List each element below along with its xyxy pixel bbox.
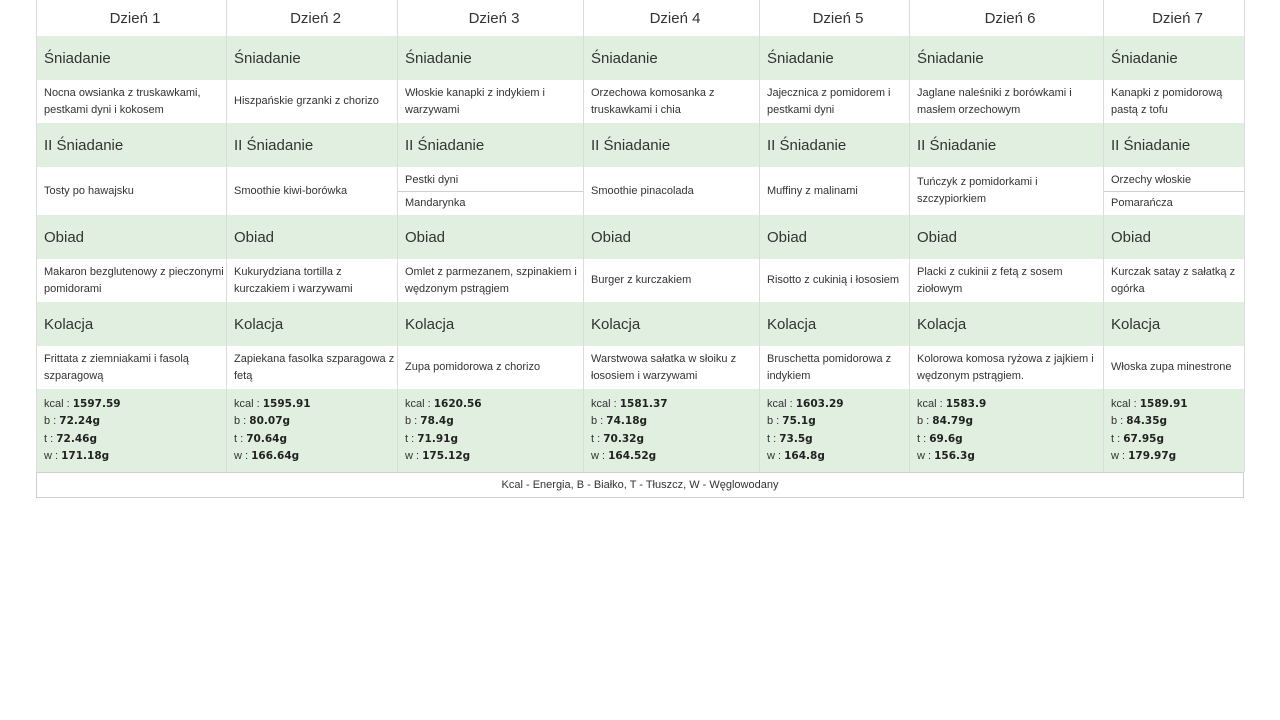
nutrition-line-kcal	[1111, 396, 1244, 414]
nutrition-cell	[227, 389, 398, 472]
dish-name: Zupa pomidorowa z chorizo	[405, 361, 541, 373]
nutrition-label: w :	[405, 450, 420, 462]
dish-name: Placki z cukinii z fetą z sosem ziołowym	[917, 265, 1063, 295]
nutrition-line-b	[44, 413, 226, 431]
dish-cell	[398, 346, 584, 389]
nutrition-line-w	[767, 448, 909, 466]
nutrition-label: b :	[917, 415, 930, 427]
dish-name: Smoothie pinacolada	[591, 184, 694, 197]
nutrition-value: 166.64g	[251, 450, 300, 462]
nutrition-label: w :	[1111, 450, 1126, 462]
dish-name: Orzechy włoskie	[1111, 174, 1192, 186]
dish-cell	[1104, 80, 1245, 123]
dish-cell	[1104, 346, 1245, 389]
nutrition-line-w	[1111, 448, 1244, 466]
dish-cell	[398, 259, 584, 302]
dish-name: Tosty po hawajsku	[44, 184, 134, 197]
nutrition-line-b	[767, 413, 909, 431]
day-header-1: Dzień 1	[37, 0, 227, 36]
nutrition-value: 84.79g	[932, 415, 974, 427]
meal-label: II Śniadanie	[398, 123, 584, 167]
nutrition-label: t :	[44, 432, 54, 445]
nutrition-cell	[760, 389, 910, 472]
nutrition-value: 72.46g	[56, 432, 97, 445]
dish-cell	[760, 167, 910, 215]
nutrition-line-kcal	[917, 396, 1103, 414]
nutrition-line-t	[44, 431, 226, 449]
nutrition-line-b	[591, 413, 759, 431]
nutrition-line-b	[1111, 413, 1244, 431]
meal-label: Kolacja	[1104, 302, 1245, 346]
dish-cell	[37, 259, 227, 302]
nutrition-value: 1589.91	[1139, 397, 1188, 410]
meal-label: Kolacja	[398, 302, 584, 346]
nutrition-line-w	[917, 448, 1103, 466]
dish-cell	[1104, 167, 1245, 215]
dish-cell	[1104, 259, 1245, 302]
dish-cell	[227, 80, 398, 123]
nutrition-value: 74.18g	[606, 415, 648, 427]
dish-cell	[584, 167, 760, 215]
meal-label: Obiad	[910, 215, 1104, 259]
meal-label: Śniadanie	[37, 36, 227, 80]
nutrition-line-kcal	[234, 396, 397, 414]
nutrition-label: b :	[1111, 415, 1124, 427]
nutrition-label: kcal :	[767, 397, 793, 410]
meal-label: II Śniadanie	[37, 123, 227, 167]
nutrition-row	[37, 389, 1245, 472]
dish-name: Włoska zupa minestrone	[1111, 361, 1232, 373]
nutrition-cell	[1104, 389, 1245, 472]
nutrition-label: t :	[917, 432, 927, 445]
nutrition-label: w :	[44, 450, 59, 462]
nutrition-label: kcal :	[44, 397, 70, 410]
nutrition-value: 1581.37	[619, 397, 668, 410]
nutrition-label: w :	[767, 450, 782, 462]
day-header-3: Dzień 3	[398, 0, 584, 36]
nutrition-value: 1620.56	[433, 397, 482, 410]
nutrition-line-b	[405, 413, 583, 431]
dish-cell	[760, 80, 910, 123]
nutrition-value: 75.1g	[782, 415, 816, 427]
dish-cell	[227, 259, 398, 302]
meal-label: Obiad	[398, 215, 584, 259]
nutrition-label: b :	[767, 415, 780, 427]
nutrition-value: 73.5g	[779, 432, 813, 445]
dish-name: Jajecznica z pomidorem i pestkami dyni	[767, 86, 891, 116]
dish-name: Risotto z cukinią i łososiem	[767, 274, 900, 286]
meal-section-row	[37, 215, 1245, 259]
nutrition-line-t	[405, 431, 583, 449]
meal-label: II Śniadanie	[910, 123, 1104, 167]
nutrition-label: b :	[234, 415, 247, 427]
meal-label: Śniadanie	[398, 36, 584, 80]
day-header-4: Dzień 4	[584, 0, 760, 36]
nutrition-value: 179.97g	[1128, 450, 1177, 462]
dish-name: Muffiny z malinami	[767, 184, 858, 197]
dish-cell	[584, 259, 760, 302]
dish-cell	[910, 167, 1104, 215]
dish-row	[37, 259, 1245, 302]
dish-cell	[910, 80, 1104, 123]
dish-cell	[760, 346, 910, 389]
dish-row	[37, 346, 1245, 389]
dish-row	[37, 80, 1245, 123]
nutrition-line-t	[767, 431, 909, 449]
meal-label: II Śniadanie	[227, 123, 398, 167]
nutrition-label: b :	[44, 415, 57, 427]
nutrition-value: 1583.9	[945, 397, 987, 410]
dish-name: Makaron bezglutenowy z pieczonymi pomidorami	[44, 265, 224, 295]
meal-label: Kolacja	[227, 302, 398, 346]
nutrition-line-b	[917, 413, 1103, 431]
meal-label: II Śniadanie	[1104, 123, 1245, 167]
nutrition-line-t	[917, 431, 1103, 449]
nutrition-cell	[37, 389, 227, 472]
dish-cell	[760, 259, 910, 302]
dish-name: Kolorowa komosa ryżowa z jajkiem i wędzonym pstrągiem.	[917, 352, 1094, 382]
meal-label: Obiad	[1104, 215, 1245, 259]
nutrition-value: 164.52g	[608, 450, 657, 462]
dish-cell	[910, 259, 1104, 302]
nutrition-line-b	[234, 413, 397, 431]
meal-section-row	[37, 302, 1245, 346]
dish-name: Kukurydziana tortilla z kurczakiem i warzywami	[234, 265, 353, 295]
nutrition-label: t :	[405, 432, 415, 445]
dish-name: Kanapki z pomidorową pastą z tofu	[1111, 86, 1223, 116]
nutrition-value: 1597.59	[72, 397, 121, 410]
meal-label: II Śniadanie	[760, 123, 910, 167]
meal-label: Kolacja	[37, 302, 227, 346]
dish-cell	[584, 346, 760, 389]
nutrition-value: 80.07g	[249, 415, 291, 427]
dish-name: Pestki dyni	[405, 174, 459, 186]
nutrition-label: t :	[767, 432, 777, 445]
nutrition-line-kcal	[44, 396, 226, 414]
nutrition-value: 164.8g	[784, 450, 825, 462]
dish-name: Orzechowa komosanka z truskawkami i chia	[591, 86, 715, 116]
nutrition-line-w	[591, 448, 759, 466]
nutrition-value: 69.6g	[929, 432, 963, 445]
dish-name: Jaglane naleśniki z borówkami i masłem orzechowym	[917, 86, 1072, 116]
dish-cell	[37, 80, 227, 123]
dish-name: Burger z kurczakiem	[591, 274, 692, 286]
meal-label: Kolacja	[910, 302, 1104, 346]
nutrition-value: 1595.91	[262, 397, 311, 410]
nutrition-value: 171.18g	[61, 450, 110, 462]
nutrition-value: 78.4g	[420, 415, 454, 427]
nutrition-value: 72.24g	[59, 415, 101, 427]
dish-cell	[227, 167, 398, 215]
nutrition-value: 70.32g	[603, 432, 644, 445]
nutrition-value: 70.64g	[246, 432, 287, 445]
nutrition-line-t	[234, 431, 397, 449]
nutrition-line-kcal	[405, 396, 583, 414]
nutrition-cell	[584, 389, 760, 472]
nutrition-value: 84.35g	[1126, 415, 1168, 427]
nutrition-label: t :	[591, 432, 601, 445]
dish-name: Kurczak satay z sałatką z ogórka	[1111, 265, 1236, 295]
dish-name: Frittata z ziemniakami i fasolą szparagową	[44, 352, 189, 382]
nutrition-line-w	[44, 448, 226, 466]
nutrition-label: kcal :	[234, 397, 260, 410]
dish-cell	[37, 346, 227, 389]
nutrition-line-kcal	[591, 396, 759, 414]
legend-footer: Kcal - Energia, B - Białko, T - Tłuszcz, W - Węglowodany	[36, 472, 1244, 498]
nutrition-cell	[910, 389, 1104, 472]
nutrition-label: t :	[1111, 432, 1121, 445]
dish-name: Mandarynka	[398, 191, 583, 215]
dish-cell	[584, 80, 760, 123]
nutrition-label: t :	[234, 432, 244, 445]
nutrition-value: 175.12g	[422, 450, 471, 462]
nutrition-line-kcal	[767, 396, 909, 414]
dish-name: Pomarańcza	[1104, 191, 1244, 215]
nutrition-label: kcal :	[405, 397, 431, 410]
meal-label: Kolacja	[584, 302, 760, 346]
nutrition-label: kcal :	[591, 397, 617, 410]
dish-name: Tuńczyk z pomidorkami i szczypiorkiem	[917, 176, 1038, 205]
dish-name: Nocna owsianka z truskawkami, pestkami dyni i kokosem	[44, 86, 201, 116]
dish-cell	[398, 167, 584, 215]
nutrition-line-w	[234, 448, 397, 466]
day-header-5: Dzień 5	[760, 0, 910, 36]
nutrition-value: 71.91g	[417, 432, 458, 445]
meal-label: Śniadanie	[227, 36, 398, 80]
meal-plan-table	[36, 0, 1245, 472]
meal-section-row	[37, 123, 1245, 167]
nutrition-label: b :	[405, 415, 418, 427]
nutrition-label: w :	[591, 450, 606, 462]
nutrition-cell	[398, 389, 584, 472]
day-header-7: Dzień 7	[1104, 0, 1245, 36]
dish-row	[37, 167, 1245, 215]
dish-name: Warstwowa sałatka w słoiku z łososiem i warzywami	[591, 352, 737, 382]
dish-cell	[910, 346, 1104, 389]
meal-section-row	[37, 36, 1245, 80]
dish-cell	[398, 80, 584, 123]
nutrition-label: w :	[234, 450, 249, 462]
nutrition-value: 67.95g	[1123, 432, 1164, 445]
day-header-2: Dzień 2	[227, 0, 398, 36]
meal-label: Śniadanie	[1104, 36, 1245, 80]
dish-cell	[37, 167, 227, 215]
meal-label: Śniadanie	[584, 36, 760, 80]
nutrition-value: 156.3g	[934, 450, 975, 462]
meal-label: Obiad	[227, 215, 398, 259]
nutrition-line-t	[1111, 431, 1244, 449]
meal-label: Obiad	[584, 215, 760, 259]
nutrition-label: kcal :	[917, 397, 943, 410]
meal-label: Kolacja	[760, 302, 910, 346]
meal-label: Śniadanie	[760, 36, 910, 80]
meal-label: Obiad	[37, 215, 227, 259]
nutrition-label: kcal :	[1111, 397, 1137, 410]
meal-label: Obiad	[760, 215, 910, 259]
dish-name: Hiszpańskie grzanki z chorizo	[234, 95, 379, 107]
dish-name: Włoskie kanapki z indykiem i warzywami	[405, 86, 545, 116]
meal-label: Śniadanie	[910, 36, 1104, 80]
dish-name: Smoothie kiwi-borówka	[234, 184, 348, 197]
dish-name: Bruschetta pomidorowa z indykiem	[767, 352, 892, 382]
nutrition-line-w	[405, 448, 583, 466]
nutrition-label: b :	[591, 415, 604, 427]
dish-name: Zapiekana fasolka szparagowa z fetą	[234, 352, 395, 382]
day-header-6: Dzień 6	[910, 0, 1104, 36]
dish-cell	[227, 346, 398, 389]
meal-label: II Śniadanie	[584, 123, 760, 167]
day-header-row	[37, 0, 1245, 36]
dish-name: Omlet z parmezanem, szpinakiem i wędzonym pstrągiem	[405, 265, 577, 295]
nutrition-label: w :	[917, 450, 932, 462]
nutrition-line-t	[591, 431, 759, 449]
nutrition-value: 1603.29	[795, 397, 844, 410]
